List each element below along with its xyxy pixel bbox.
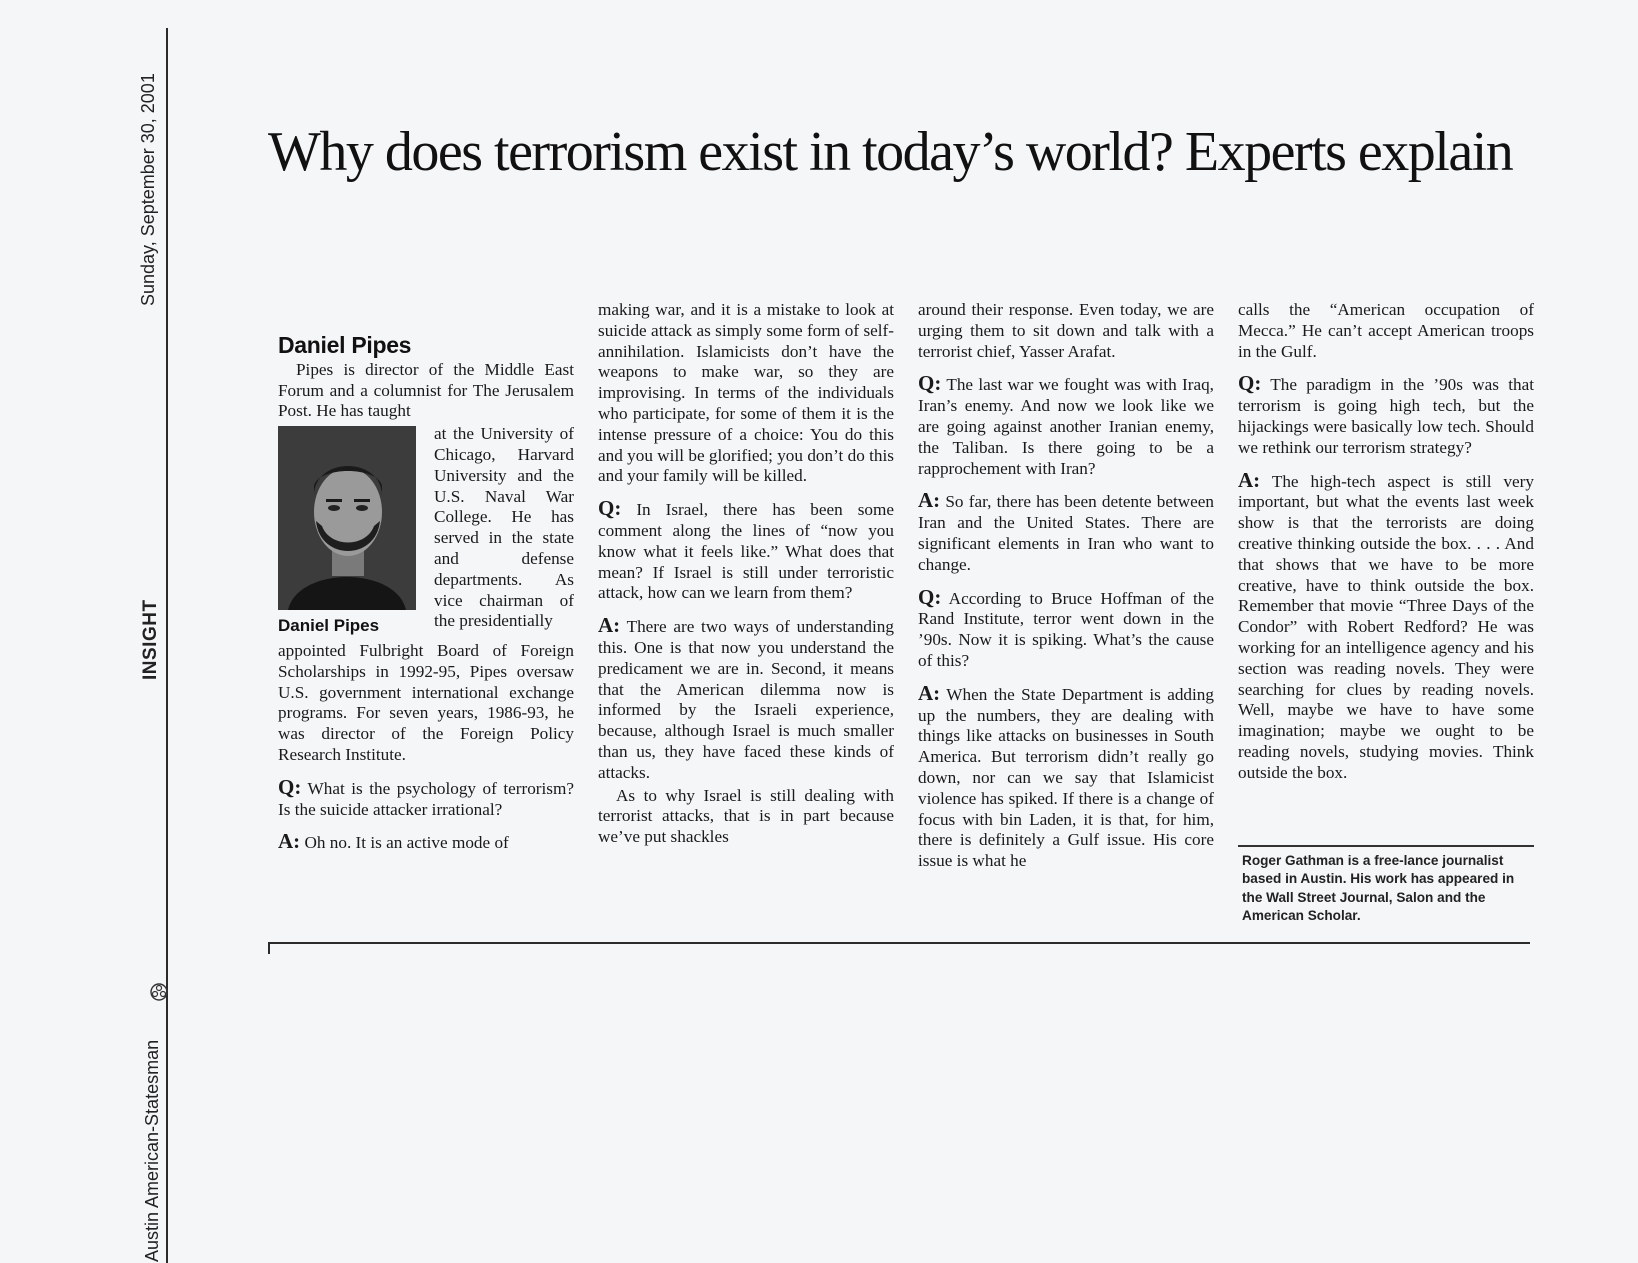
answer-4-start: A: When the State Department is adding up the numbers, they are dealing with things like attacks on businesses in South America. But terrorism didn’t really go down, nor can we say that Islamicist violence has spiked. If there is a change of focus with bin Laden, it is that, for him, there is definitely a Gulf issue. His core issue is what he (918, 680, 1214, 871)
answer-2-paragraph-2: As to why Israel is still dealing with terrorist attacks, that is in part because we’ve put shackles (598, 785, 894, 847)
answer-1-start: A: Oh no. It is an active mode of (278, 829, 509, 854)
bottom-rule-tick (268, 942, 270, 954)
answer-2: A: There are two ways of understanding this. One is that now you understand the predicament we are in. Second, it means that the American dilemma now is informed by the Israeli experience, because, although Israel is much smaller than us, they have faced these kinds of attacks. (598, 613, 894, 782)
question-2: Q: In Israel, there has been some comment along the lines of “now you know what it feels like.” What does that mean? If Israel is still under terroristic attack, how can we learn from them? (598, 496, 894, 603)
author-credit: Roger Gathman is a free-lance journalist based in Austin. His work has appeared in the Wall Street Journal, Salon and the American Scholar. (1242, 853, 1515, 924)
question-1: Q: What is the psychology of terrorism? Is the suicide attacker irrational? (278, 774, 574, 819)
author-photo-block (278, 426, 422, 637)
question-3: Q: The last war we fought was with Iraq, Iran’s enemy. And now we look like we are going against another Iranian enemy, the Taliban. Is there going to be a rapprochement with Iran? (918, 371, 1214, 478)
question-marker: Q: (278, 774, 302, 799)
answer-3: A: So far, there has been detente between Iran and the United States. There are significant elements in Iran who want to change. (918, 488, 1214, 574)
bio-lead: Pipes is director of the Middle East Forum and a columnist for The Jerusalem Post. He has taught (278, 359, 574, 421)
byline: Daniel Pipes (278, 332, 412, 358)
question-4: Q: According to Bruce Hoffman of the Rand Institute, terror went down in the ’90s. Now it is spiking. What’s the cause of this? (918, 584, 1214, 670)
credit-divider (1238, 845, 1534, 847)
question-marker: Q: (598, 496, 622, 521)
answer-5: A: The high-tech aspect is still very important, but what the events last week show is that the terrorists are doing creative thinking outside the box. . . . And that shows that we have to be more creative, have to think outside the box. Remember that movie “Three Days of the Condor” with Robert Redford? He was working for an intelligence agency and his section was reading novels. They were searching for clues by reading novels. Well, maybe we have to have some imagination; maybe we ought to be reading novels, studying movies. Think outside the box. (1238, 467, 1534, 782)
question-5: Q: The paradigm in the ’90s was that terrorism is going high tech, but the hijackings were basically low tech. Should we rethink our terrorism strategy? (1238, 371, 1534, 457)
question-marker: Q: (1238, 371, 1262, 396)
newspaper-logo-icon (149, 982, 169, 1002)
question-marker: Q: (918, 584, 942, 609)
bio-wrap: at the University of Chicago, Harvard University and the U.S. Naval War College. He has served in the state and defense departments. As vice chairman of the presidentially (434, 424, 574, 631)
margin-rule (166, 28, 168, 1263)
publication-date: Sunday, September 30, 2001 (138, 73, 158, 306)
article-column-4 (1238, 300, 1534, 795)
answer-marker: A: (598, 613, 621, 638)
bio-rest: appointed Fulbright Board of Foreign Scholarships in 1992-95, Pipes oversaw U.S. government international exchange programs. For seven years, 1986-93, he was director of the Foreign Policy Research Institute. (278, 640, 574, 764)
answer-2-continued: around their response. Even today, we are urging them to sit down and talk with a terrorist chief, Yasser Arafat. (918, 300, 1214, 361)
answer-marker: A: (918, 680, 941, 705)
headline: Why does terrorism exist in today’s world? Experts explain (268, 121, 1513, 183)
portrait-photo (278, 426, 416, 610)
answer-1-continued: making war, and it is a mistake to look at suicide attack as simply some form of self-annihilation. Islamicists don’t have the weapons to make war, so they are improvising. In terms of the individuals who participate, for some of them it is the intense pressure of a choice: You do this and you will be glorified; you don’t do this and your family will be killed. (598, 300, 894, 486)
answer-marker: A: (1238, 467, 1261, 492)
answer-4-continued: calls the “American occupation of Mecca.” He can’t accept American troops in the Gulf. (1238, 300, 1534, 361)
section-label: INSIGHT (140, 599, 161, 680)
question-marker: Q: (918, 371, 942, 396)
newspaper-name: Austin American-Statesman (142, 1039, 162, 1262)
article-column-1 (278, 332, 574, 865)
article-column-3 (918, 300, 1214, 883)
article-column-2 (598, 300, 894, 859)
answer-marker: A: (278, 829, 301, 854)
bottom-rule (268, 942, 1530, 944)
photo-caption: Daniel Pipes (278, 616, 380, 636)
answer-marker: A: (918, 488, 941, 513)
